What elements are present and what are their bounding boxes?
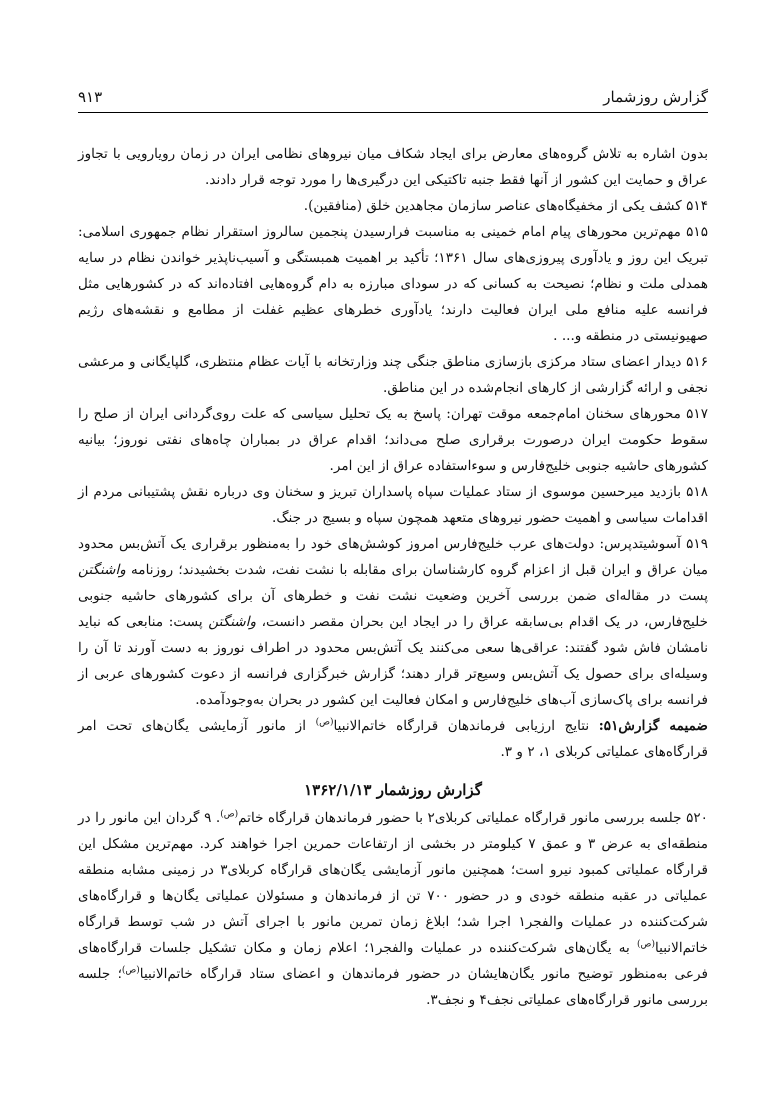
page-body xyxy=(78,141,708,1013)
entry-514: ۵۱۴ کشف یکی از مخفیگاه‌های عناصر سازمان مجاهدین خلق (منافقین). xyxy=(303,198,708,214)
honorific-superscript: (ص) xyxy=(637,939,655,950)
entry-519-part-b: پست در مقاله‌ای ضمن بررسی آخرین وضعیت نشت نفت و خطرهای آن برای کشورهای حاشیه جنوبی خلیج‌فارس، در یک اقدام بی‌سابقه عراق را در ایجاد این بحران مقصر دانست، xyxy=(78,588,708,630)
section-title: گزارش روزشمار ۱۳۶۲/۱/۱۳ xyxy=(304,781,482,799)
entry-515: ۵۱۵ مهم‌ترین محورهای پیام امام خمینی به مناسبت فرارسیدن پنجمین سالروز استقرار نظام جمهوری اسلامی: تبریک این روز و یادآوری پیروزی‌های سال ۱۳۶۱؛ تأکید بر اهمیت همبستگی و آسیب‌ناپذیر خواندن نظام در سایه همدلی ملت و نظام؛ نصیحت به کسانی که در سودای مبارزه به دام گروه‌هایی افتاده‌اند که در کشورهایی مثل فرانسه علیه منافع ملی ایران فعالیت دارند؛ یادآوری خطرهای عظیم غفلت از مطامع و نقشه‌های رژیم صهیونیستی در منطقه و... . xyxy=(78,224,708,344)
newspaper-name: واشنگتن xyxy=(78,562,126,578)
honorific-superscript: (ص) xyxy=(220,809,239,820)
honorific-superscript: (ص) xyxy=(121,965,140,976)
page-number: ۹۱۳ xyxy=(78,88,103,106)
running-header xyxy=(78,88,708,113)
entry-520-part-b: . ۹ گردان این مانور را در منطقه‌ای به عرض ۳ و عمق ۷ کیلومتر در بخشی از ارتفاعات حمرین اجرا خواهند کرد. مهم‌ترین مشکل این قرارگاه عملیاتی کمبود نیرو است؛ همچنین مانور آزمایشی یگان‌های قرارگاه کربلای۳ در زمینی مشابه منطقه عملیاتی در عقبه منطقه خودی و در حضور ۷۰۰ تن از فرماندهان و مسئولان عملیاتی یگان‌ها و قرارگاه‌های شرکت‌کننده در عملیات والفجر۱ اجرا شد؛ ابلاغ زمان تمرین مانور با اجرای آتش در شب توسط قرارگاه خاتم‌الانبیا xyxy=(78,810,709,956)
entry-519-part-a: ۵۱۹ آسوشیتدپرس: دولت‌های عرب خلیج‌فارس امروز کوشش‌های خود را به‌منظور برقراری یک آتش‌بس محدود میان عراق و ایران قبل از اعزام گروه کارشناسان برای مقابله با نشت نفت، شدت بخشیدند؛ روزنامه xyxy=(78,536,708,578)
annex-label: ضمیمه گزارش۵۱: xyxy=(598,718,708,734)
entry-520-part-a: ۵۲۰ جلسه بررسی مانور قرارگاه عملیاتی کربلای۲ با حضور فرماندهان قرارگاه خاتم xyxy=(238,810,708,826)
running-title: گزارش روزشمار xyxy=(603,88,708,106)
entry-516: ۵۱۶ دیدار اعضای ستاد مرکزی بازسازی مناطق جنگی چند وزارتخانه با آیات عظام منتظری، گلپایگانی و مرعشی نجفی و ارائه گزارشی از کارهای انجام‌شده در این مناطق. xyxy=(78,354,708,396)
newspaper-name: واشنگتن xyxy=(208,614,257,630)
entry-519 xyxy=(78,531,708,713)
entry-520-part-c: به یگان‌های شرکت‌کننده در عملیات والفجر۱؛ اعلام زمان و مکان تشکیل جلسات قرارگاه‌های فرعی به‌منظور توضیح مانور یگان‌هایشان در حضور فرماندهان و اعضای ستاد قرارگاه خاتم‌الانبیا xyxy=(78,940,708,982)
entry-518: ۵۱۸ بازدید میرحسین موسوی از ستاد عملیات سپاه پاسداران تبریز و سخنان وی درباره نقش پشتیبانی مردم از اقدامات سیاسی و اهمیت حضور نیروهای متعهد همچون سپاه و بسیج در جنگ. xyxy=(78,484,708,526)
entry-517: ۵۱۷ محورهای سخنان امام‌جمعه موقت تهران: پاسخ به یک تحلیل سیاسی که علت روی‌گردانی ایران از صلح را سقوط حکومت ایران درصورت برقراری صلح می‌داند؛ اقدام عراق در بمباران چاه‌های نفتی نوروز؛ بیانیه کشورهای حاشیه جنوبی خلیج‌فارس و سوءاستفاده عراق از این امر. xyxy=(78,406,708,474)
annex-text-b: از مانور آزمایشی یگان‌های تحت امر قرارگاه‌های عملیاتی کربلای ۱، ۲ و ۳. xyxy=(78,718,708,760)
paragraph-continued: بدون اشاره به تلاش گروه‌های معارض برای ایجاد شکاف میان نیروهای نظامی ایران در زمان رویارویی با تجاوز عراق و حمایت این کشور از آنها فقط جنبه تاکتیکی این درگیری‌ها را مورد توجه قرار دادند. xyxy=(78,146,708,188)
entry-520 xyxy=(78,805,708,1013)
entry-519-part-c: پست: منابعی که نباید نامشان فاش شود گفتند: عراقی‌ها سعی می‌کنند یک آتش‌بس محدود در اطراف نوروز به دست آورند تا آن را وسیله‌ای برای حصول یک آتش‌بس وسیع‌تر قرار دهند؛ گزارش خبرگزاری فرانسه از دعوت کشورهای عربی از فرانسه برای پاک‌سازی آب‌های خلیج‌فارس و امکان فعالیت این کشور در بحران به‌وجودآمده. xyxy=(78,614,708,708)
annex-note xyxy=(78,713,708,765)
honorific-superscript: (ص) xyxy=(315,717,334,728)
annex-text-a: نتایج ارزیابی فرماندهان قرارگاه خاتم‌الانبیا xyxy=(333,718,599,734)
entry-520-part-d: ؛ جلسه بررسی مانور قرارگاه‌های عملیاتی نجف۴ و نجف۳. xyxy=(78,966,708,1008)
